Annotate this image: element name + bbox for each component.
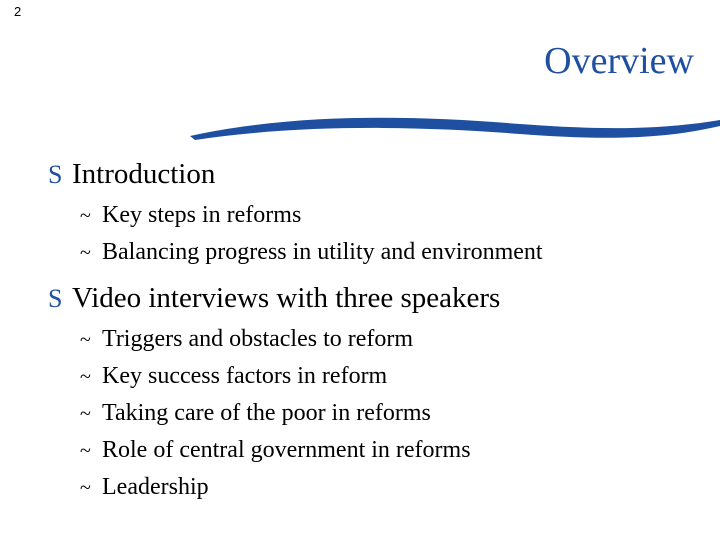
sub-bullet — [80, 363, 708, 400]
sub-bullet — [80, 400, 708, 437]
sub-bullet — [80, 437, 708, 474]
bullet-marker-icon: S — [48, 160, 63, 189]
sub-bullet-text: Taking care of the poor in reforms — [102, 400, 431, 426]
tilde-marker-icon: ~ — [80, 329, 91, 351]
main-bullet-text: Introduction — [72, 158, 216, 190]
bullet-list — [48, 158, 708, 511]
slide-number: 2 — [14, 4, 22, 19]
tilde-marker-icon: ~ — [80, 205, 91, 227]
bullet-marker-icon: S — [48, 284, 63, 313]
slide-title: Overview — [544, 40, 694, 82]
sub-bullet-text: Triggers and obstacles to reform — [102, 326, 414, 352]
sub-bullet-list — [48, 202, 708, 276]
tilde-marker-icon: ~ — [80, 366, 91, 388]
tilde-marker-icon: ~ — [80, 403, 91, 425]
main-bullet — [48, 282, 708, 324]
tilde-marker-icon: ~ — [80, 477, 91, 499]
sub-bullet — [80, 239, 708, 276]
sub-bullet-text: Leadership — [102, 474, 209, 500]
sub-bullet-text: Key success factors in reform — [102, 363, 388, 389]
sub-bullet — [80, 326, 708, 363]
bullet-section — [48, 282, 708, 511]
tilde-marker-icon: ~ — [80, 440, 91, 462]
sub-bullet — [80, 474, 708, 511]
sub-bullet-text: Balancing progress in utility and environment — [102, 239, 543, 265]
sub-bullet-list — [48, 326, 708, 511]
sub-bullet-text: Key steps in reforms — [102, 202, 302, 228]
bullet-section — [48, 158, 708, 276]
title-swoosh-decoration — [0, 110, 720, 150]
main-bullet — [48, 158, 708, 200]
main-bullet-text: Video interviews with three speakers — [72, 282, 501, 314]
sub-bullet — [80, 202, 708, 239]
sub-bullet-text: Role of central government in reforms — [102, 437, 471, 463]
tilde-marker-icon: ~ — [80, 242, 91, 264]
